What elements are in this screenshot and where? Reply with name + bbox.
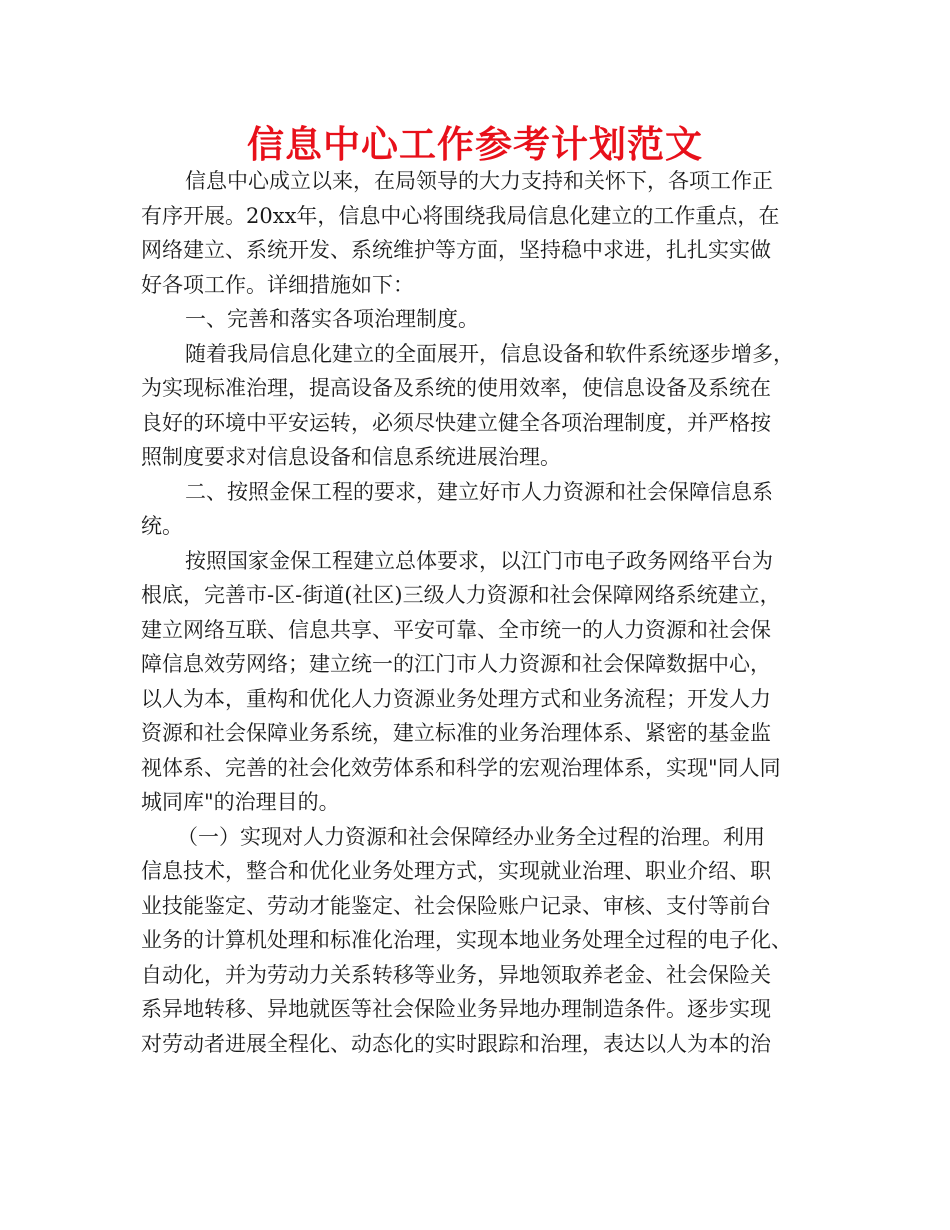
- text-line: 照制度要求对信息设备和信息系统进展治理。: [141, 445, 561, 469]
- text-line: 良好的环境中平安运转，必须尽快建立健全各项治理制度，并严格按: [141, 410, 771, 435]
- text-line: 视体系、完善的社会化效劳体系和科学的宏观治理体系，实现"同人同: [141, 755, 781, 780]
- text-line: 网络建立、系统开发、系统维护等方面，坚持稳中求进，扎扎实实做: [141, 238, 771, 262]
- text-line: 业技能鉴定、劳动才能鉴定、社会保险账户记录、审核、支付等前台: [141, 893, 771, 918]
- document-body: [141, 164, 813, 1061]
- text-line: 信息技术，整合和优化业务处理方式，实现就业治理、职业介绍、职: [141, 859, 771, 883]
- text-line: 按照国家金保工程建立总体要求，以江门市电子政务网络平台为: [185, 548, 773, 573]
- document-title: 信息中心工作参考计划范文: [247, 123, 703, 166]
- text-line: 建立网络互联、信息共享、平安可靠、全市统一的人力资源和社会保: [141, 617, 771, 642]
- text-line: 有序开展。20xx年，信息中心将围绕我局信息化建立的工作重点，在: [141, 203, 780, 228]
- text-line: 自动化，并为劳动力关系转移等业务，异地领取养老金、社会保险关: [141, 962, 771, 987]
- text-line: 对劳动者进展全程化、动态化的实时跟踪和治理，表达以人为本的治: [141, 1031, 771, 1056]
- text-line: 随着我局信息化建立的全面展开，信息设备和软件系统逐步增多，: [185, 341, 794, 366]
- subsection-heading: （一）实现对人力资源和社会保障经办业务全过程的治理。利用: [177, 824, 765, 849]
- text-line: 业务的计算机处理和标准化治理，实现本地业务处理全过程的电子化、: [141, 928, 792, 952]
- text-line: 城同库"的治理目的。: [141, 790, 340, 814]
- section-heading: 二、按照金保工程的要求，建立好市人力资源和社会保障信息系: [185, 479, 773, 504]
- text-line: 系异地转移、异地就医等社会保险业务异地办理制造条件。逐步实现: [141, 997, 771, 1021]
- text-line: 障信息效劳网络；建立统一的江门市人力资源和社会保障数据中心，: [141, 652, 771, 676]
- text-line: 好各项工作。详细措施如下：: [141, 272, 414, 297]
- text-line: 资源和社会保障业务系统，建立标准的业务治理体系、紧密的基金监: [141, 721, 771, 745]
- section-heading: 一、完善和落实各项治理制度。: [185, 307, 479, 331]
- text-line: 根底，完善市-区-街道(社区)三级人力资源和社会保障网络系统建立，: [141, 583, 781, 607]
- text-line: 统。: [141, 514, 183, 538]
- text-line: 以人为本，重构和优化人力资源业务处理方式和业务流程；开发人力: [141, 686, 771, 711]
- text-line: 信息中心成立以来，在局领导的大力支持和关怀下，各项工作正: [185, 169, 773, 193]
- text-line: 为实现标准治理，提高设备及系统的使用效率，使信息设备及系统在: [141, 376, 771, 400]
